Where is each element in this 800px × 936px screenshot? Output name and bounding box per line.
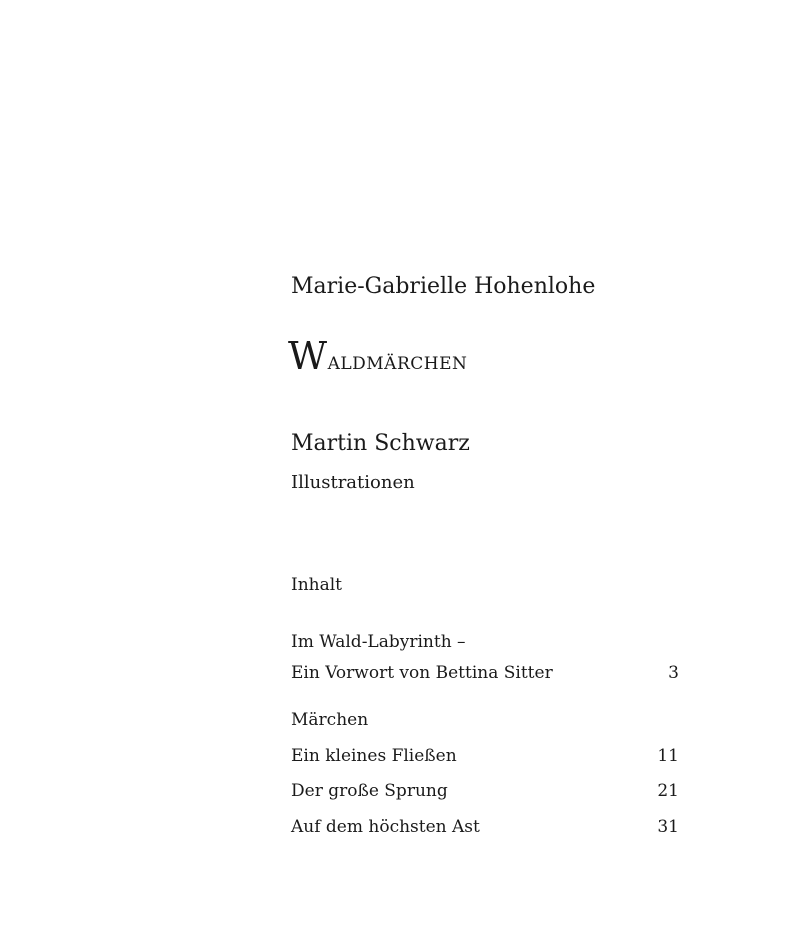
toc-foreword-line1: Im Wald-Labyrinth – [291, 632, 466, 652]
illustrator-role: Illustrationen [291, 472, 415, 493]
toc-heading: Inhalt [291, 575, 343, 595]
book-title-rest: aldmärchen [327, 347, 468, 375]
toc-entry-page: 11 [657, 746, 679, 766]
toc-entry-title: Ein kleines Fließen [291, 746, 457, 766]
toc-entry-page: 31 [657, 817, 679, 837]
author-name: Marie-Gabrielle Hohenlohe [291, 274, 596, 299]
illustrator-name: Martin Schwarz [291, 431, 470, 456]
book-title [288, 336, 467, 381]
toc-entry-title: Der große Sprung [291, 781, 448, 801]
toc-foreword-page: 3 [668, 663, 679, 683]
toc-section-heading: Märchen [291, 710, 369, 730]
toc-foreword-line2: Ein Vorwort von Bettina Sitter [291, 663, 553, 683]
toc-entry-page: 21 [657, 781, 679, 801]
toc-entry-title: Auf dem höchsten Ast [291, 817, 480, 837]
book-title-initial: W [288, 334, 328, 378]
